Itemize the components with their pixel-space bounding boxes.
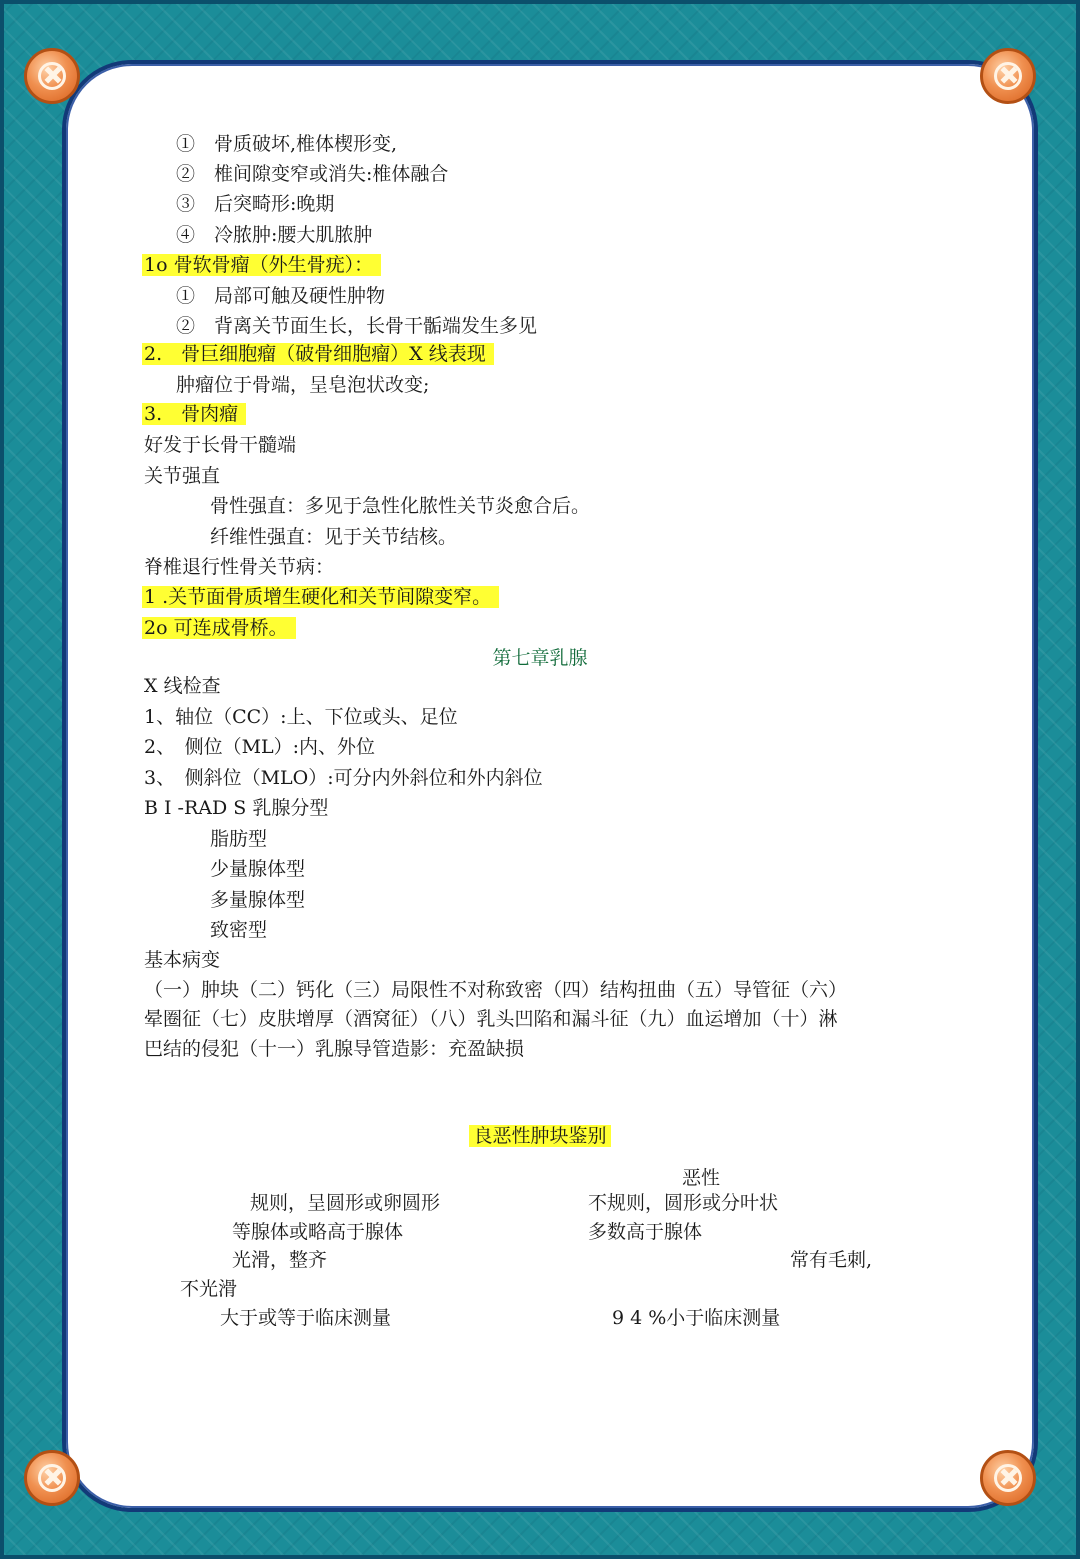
section-heading: B I -RAD S 乳腺分型	[144, 797, 329, 819]
highlighted-heading: 1o 骨软骨瘤（外生骨疣）：	[142, 254, 381, 276]
table-cell: 多数高于腺体	[588, 1221, 703, 1243]
list-item: 1、轴位（CC）:上、下位或头、足位	[144, 706, 458, 728]
highlight-line	[142, 614, 296, 642]
list-item: 少量腺体型	[210, 858, 306, 880]
table-cell: 常有毛刺,	[790, 1249, 873, 1271]
list-item: 脂肪型	[210, 828, 268, 850]
list-item: ④ 冷脓肿:腰大肌脓肿	[176, 224, 373, 246]
list-item: ③ 后突畸形:晚期	[176, 193, 335, 215]
section-heading: 关节强直	[144, 465, 221, 487]
corner-ornament-icon	[24, 1450, 80, 1506]
corner-ornament-icon	[980, 48, 1036, 104]
highlight-line	[142, 583, 499, 611]
corner-ornament-icon	[980, 1450, 1036, 1506]
highlighted-text: 2o 可连成骨桥。	[142, 617, 296, 639]
paragraph: 晕圈征（七）皮肤增厚（酒窝征）（八）乳头凹陷和漏斗征（九）血运增加（十）淋	[144, 1008, 838, 1030]
heading-osteosarcoma	[142, 400, 246, 428]
paragraph: 肿瘤位于骨端，呈皂泡状改变;	[176, 374, 430, 396]
table-title-wrap	[0, 1122, 1080, 1150]
table-cell: 规则，呈圆形或卵圆形	[250, 1192, 441, 1214]
highlighted-heading: 3. 骨肉瘤	[142, 403, 246, 425]
section-heading: 基本病变	[144, 949, 221, 971]
table-header-malignant: 恶性	[682, 1167, 721, 1189]
list-item: ② 背离关节面生长，长骨干骺端发生多见	[176, 315, 538, 337]
highlighted-heading: 2. 骨巨细胞瘤（破骨细胞瘤）X 线表现	[142, 343, 494, 365]
section-heading: 脊椎退行性骨关节病：	[144, 556, 335, 578]
paragraph: 纤维性强直：见于关节结核。	[210, 526, 458, 548]
table-cell: 光滑，整齐	[232, 1249, 328, 1271]
list-item: ② 椎间隙变窄或消失:椎体融合	[176, 163, 449, 185]
table-cell: 不光滑	[180, 1278, 238, 1300]
heading-osteochondroma	[142, 251, 381, 279]
list-item: 致密型	[210, 919, 268, 941]
list-item: 3、 侧斜位（MLO）:可分内外斜位和外内斜位	[144, 767, 543, 789]
paragraph: 巴结的侵犯（十一）乳腺导管造影：充盈缺损	[144, 1038, 525, 1060]
table-cell: 大于或等于临床测量	[220, 1307, 392, 1329]
heading-giant-cell-tumor	[142, 340, 494, 368]
section-heading: X 线检查	[144, 675, 221, 697]
list-item: 2、 侧位（ML）:内、外位	[144, 736, 376, 758]
paragraph: （一）肿块（二）钙化（三）局限性不对称致密（四）结构扭曲（五）导管征（六）	[144, 979, 848, 1001]
paragraph: 好发于长骨干髓端	[144, 434, 297, 456]
list-item: ① 局部可触及硬性肿物	[176, 285, 386, 307]
highlighted-text: 1 .关节面骨质增生硬化和关节间隙变窄。	[142, 586, 499, 608]
table-cell: 不规则，圆形或分叶状	[588, 1192, 779, 1214]
list-item: ① 骨质破坏,椎体楔形变,	[176, 133, 398, 155]
table-title: 良恶性肿块鉴别	[469, 1125, 610, 1147]
table-cell: 等腺体或略高于腺体	[232, 1221, 404, 1243]
paragraph: 骨性强直：多见于急性化脓性关节炎愈合后。	[210, 495, 591, 517]
table-cell: 9 4 %小于临床测量	[612, 1307, 781, 1329]
list-item: 多量腺体型	[210, 889, 306, 911]
chapter-title: 第七章乳腺	[492, 647, 588, 669]
corner-ornament-icon	[24, 48, 80, 104]
